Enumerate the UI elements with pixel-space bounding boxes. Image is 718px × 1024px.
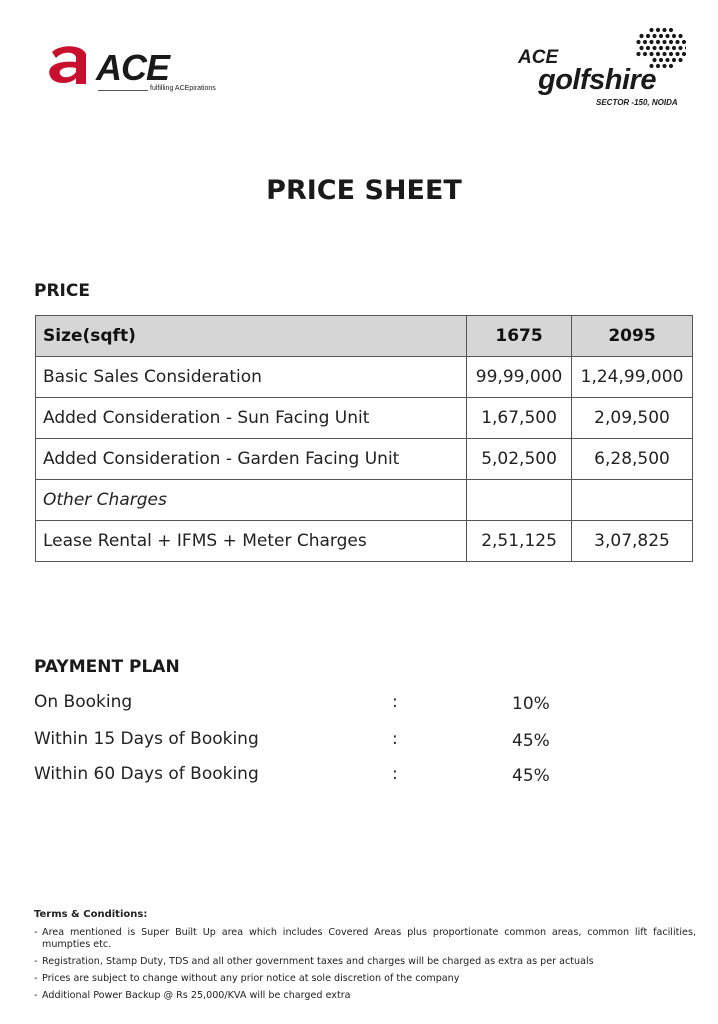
header-size-label: Size(sqft) bbox=[36, 316, 467, 357]
table-row bbox=[36, 398, 693, 439]
golfshire-prefix: ACE bbox=[518, 47, 559, 68]
table-row bbox=[36, 439, 693, 480]
payment-plan-heading: PAYMENT PLAN bbox=[34, 657, 180, 677]
plan-label: Within 15 Days of Booking bbox=[34, 729, 259, 749]
row-value-2095: 3,07,825 bbox=[572, 521, 693, 562]
term-text: Registration, Stamp Duty, TDS and all other government taxes and charges will be charged as extra as per actuals bbox=[42, 956, 594, 967]
header-size-1675: 1675 bbox=[467, 316, 572, 357]
term-item bbox=[34, 956, 696, 968]
plan-value: 45% bbox=[512, 731, 550, 751]
row-value-2095: 2,09,500 bbox=[572, 398, 693, 439]
term-dash: - bbox=[34, 927, 38, 938]
plan-label: Within 60 Days of Booking bbox=[34, 764, 259, 784]
term-text: Area mentioned is Super Built Up area which includes Covered Areas plus proportionate common areas, common lift facilities, mumpties etc. bbox=[42, 927, 696, 950]
ace-logo bbox=[46, 44, 216, 104]
plan-value: 10% bbox=[512, 694, 550, 714]
row-label: Added Consideration - Sun Facing Unit bbox=[36, 398, 467, 439]
price-table-header bbox=[36, 316, 693, 357]
term-dash: - bbox=[34, 990, 38, 1001]
plan-separator: : bbox=[392, 692, 398, 712]
plan-separator: : bbox=[392, 729, 398, 749]
term-text: Prices are subject to change without any prior notice at sole discretion of the company bbox=[42, 973, 460, 984]
ace-wordmark: ACE bbox=[96, 47, 170, 88]
golfshire-logo bbox=[514, 26, 689, 112]
price-table bbox=[35, 315, 693, 562]
row-value-1675: 1,67,500 bbox=[467, 398, 572, 439]
term-dash: - bbox=[34, 956, 38, 967]
term-text: Additional Power Backup @ Rs 25,000/KVA will be charged extra bbox=[42, 990, 351, 1001]
table-row bbox=[36, 480, 693, 521]
table-row bbox=[36, 521, 693, 562]
term-item bbox=[34, 990, 696, 1002]
plan-row bbox=[34, 764, 594, 790]
plan-label: On Booking bbox=[34, 692, 133, 712]
ace-logo-mark-icon bbox=[46, 44, 94, 88]
row-value-2095 bbox=[572, 480, 693, 521]
golfshire-name: golfshire bbox=[538, 64, 656, 96]
terms-and-conditions bbox=[34, 909, 696, 1007]
ace-tagline: fulfilling ACEpirations bbox=[150, 85, 216, 92]
term-item bbox=[34, 973, 696, 985]
term-item bbox=[34, 927, 696, 951]
row-value-1675: 2,51,125 bbox=[467, 521, 572, 562]
header-size-2095: 2095 bbox=[572, 316, 693, 357]
price-heading: PRICE bbox=[34, 281, 90, 301]
plan-row bbox=[34, 692, 594, 718]
row-value-1675 bbox=[467, 480, 572, 521]
row-value-1675: 99,99,000 bbox=[467, 357, 572, 398]
ace-tagline-rule bbox=[98, 90, 148, 91]
row-label: Basic Sales Consideration bbox=[36, 357, 467, 398]
term-dash: - bbox=[34, 973, 38, 984]
row-value-1675: 5,02,500 bbox=[467, 439, 572, 480]
plan-row bbox=[34, 729, 594, 755]
golfshire-location: SECTOR -150, NOIDA bbox=[596, 98, 678, 107]
terms-title: Terms & Conditions: bbox=[34, 909, 148, 920]
table-row bbox=[36, 357, 693, 398]
plan-value: 45% bbox=[512, 766, 550, 786]
page-title: PRICE SHEET bbox=[266, 175, 462, 206]
plan-separator: : bbox=[392, 764, 398, 784]
row-label: Other Charges bbox=[36, 480, 467, 521]
row-value-2095: 1,24,99,000 bbox=[572, 357, 693, 398]
row-label: Added Consideration - Garden Facing Unit bbox=[36, 439, 467, 480]
row-value-2095: 6,28,500 bbox=[572, 439, 693, 480]
row-label: Lease Rental + IFMS + Meter Charges bbox=[36, 521, 467, 562]
